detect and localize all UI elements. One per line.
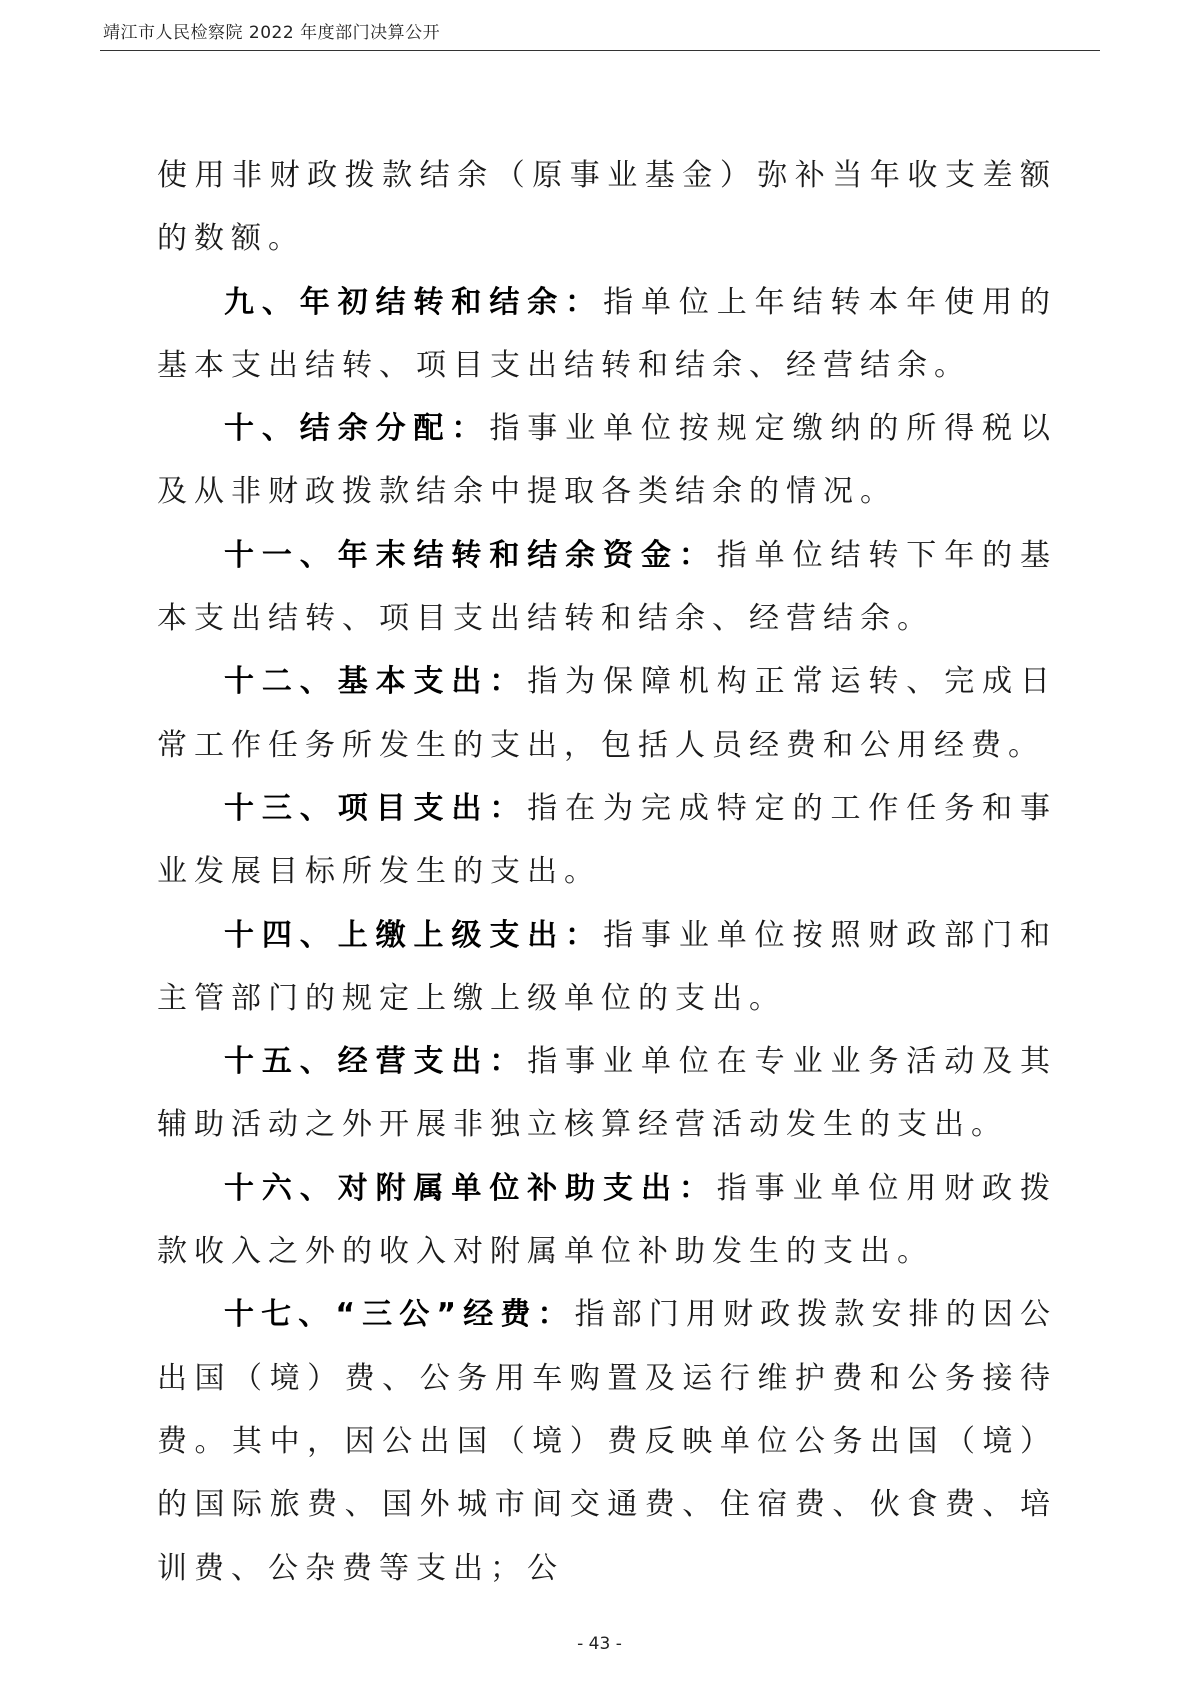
definition-paragraph-14	[157, 904, 1057, 1031]
term-heading: 十二、基本支出：	[224, 664, 528, 700]
lead-paragraph: 使用非财政拨款结余（原事业基金）弥补当年收支差额的数额。	[157, 158, 1057, 257]
term-heading: 十四、上缴上级支出：	[224, 917, 604, 953]
term-definition: 指单位结转下年的基本支出结转、项目支出结转和结余、经营结余。	[157, 537, 1058, 637]
header-divider	[100, 50, 1100, 51]
definition-paragraph-12	[157, 650, 1057, 777]
term-definition: 指为保障机构正常运转、完成日常工作任务所发生的支出，包括人员经费和公用经费。	[157, 664, 1058, 763]
document-header: 靖江市人民检察院 2022 年度部门决算公开	[103, 23, 441, 43]
term-heading: 十五、经营支出：	[224, 1044, 528, 1080]
document-body	[157, 144, 1057, 1600]
term-definition: 指部门用财政拨款安排的因公出国（境）费、公务用车购置及运行维护费和公务接待费。其中，因公出国（境）费反映单位公务出国（境）的国际旅费、国外城市间交通费、住宿费、伙食费、培训费、公杂费等支出；公	[157, 1297, 1058, 1586]
definition-paragraph-17	[157, 1283, 1057, 1599]
term-definition: 指事业单位按规定缴纳的所得税以及从非财政拨款结余中提取各类结余的情况。	[157, 411, 1058, 510]
definition-paragraph-11	[157, 524, 1057, 651]
term-heading: 十、结余分配：	[224, 411, 490, 447]
term-definition: 指单位上年结转本年使用的基本支出结转、项目支出结转和结余、经营结余。	[157, 284, 1058, 383]
definition-paragraph-9	[157, 271, 1057, 398]
term-heading: 十七、“三公”经费：	[224, 1297, 575, 1333]
definition-paragraph-15	[157, 1030, 1057, 1157]
definition-paragraph-10	[157, 397, 1057, 524]
term-definition: 指事业单位在专业业务活动及其辅助活动之外开展非独立核算经营活动发生的支出。	[157, 1044, 1058, 1143]
definition-paragraph-16	[157, 1157, 1057, 1284]
term-heading: 十六、对附属单位补助支出：	[224, 1170, 717, 1206]
term-heading: 十一、年末结转和结余资金：	[224, 537, 717, 573]
definition-paragraph-13	[157, 777, 1057, 904]
term-definition: 指在为完成特定的工作任务和事业发展目标所发生的支出。	[157, 790, 1058, 890]
page-number: - 43 -	[577, 1634, 622, 1654]
term-heading: 十三、项目支出：	[224, 790, 528, 826]
term-definition: 指事业单位按照财政部门和主管部门的规定上缴上级单位的支出。	[157, 917, 1058, 1016]
term-heading: 九、年初结转和结余：	[224, 284, 604, 320]
term-definition: 指事业单位用财政拨款收入之外的收入对附属单位补助发生的支出。	[157, 1170, 1058, 1270]
